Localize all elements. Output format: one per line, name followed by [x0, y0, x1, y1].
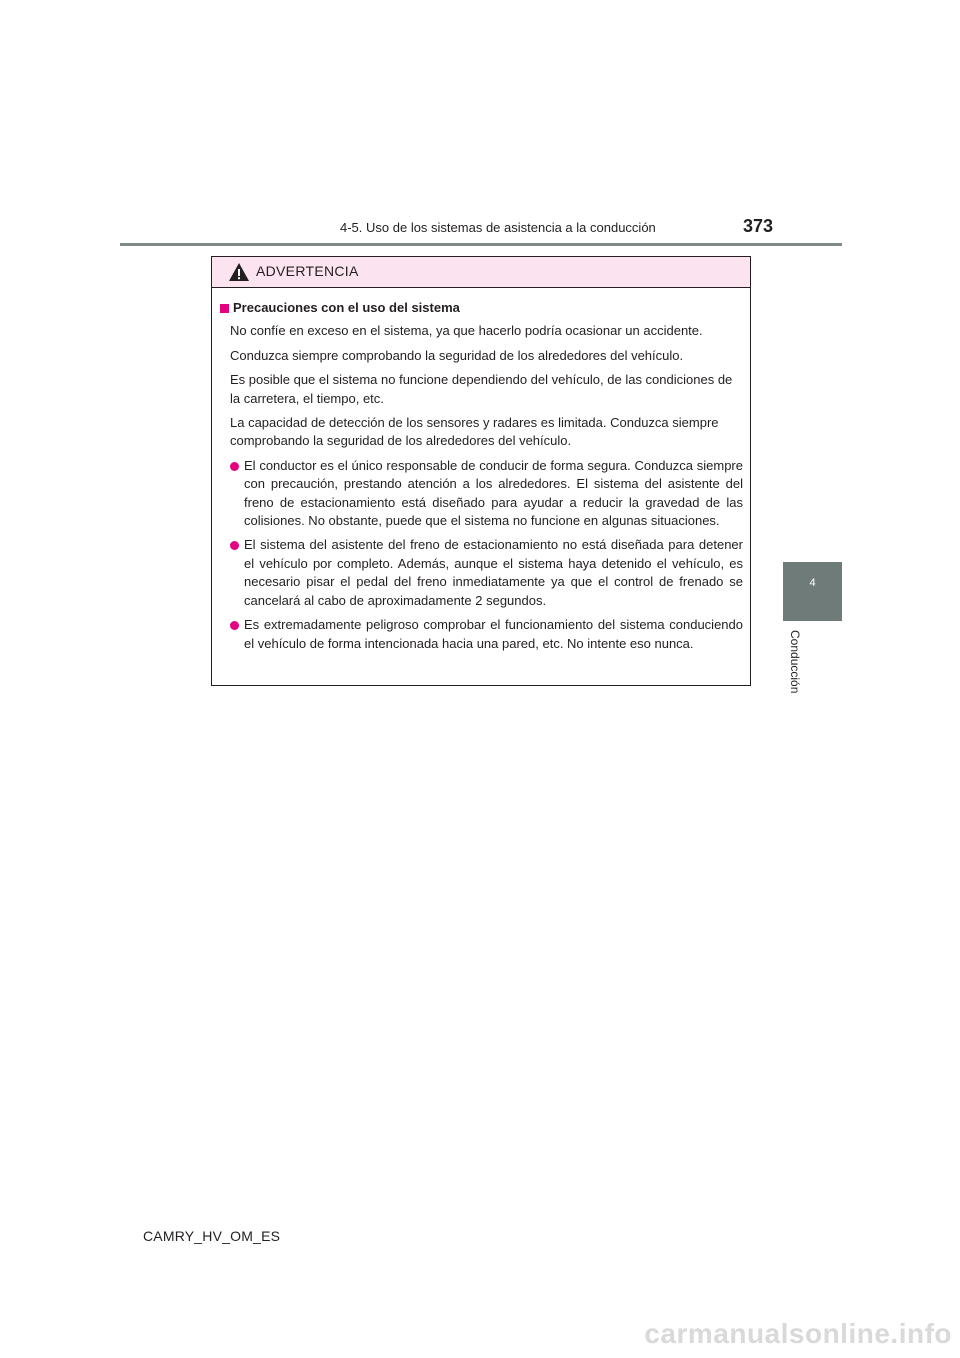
- warning-bullet-item: [220, 457, 743, 531]
- circle-bullet-icon: [230, 462, 239, 471]
- circle-bullet-icon: [230, 541, 239, 550]
- document-code: CAMRY_HV_OM_ES: [143, 1228, 281, 1244]
- warning-paragraph: Es posible que el sistema no funcione dependiendo del vehículo, de las condiciones de la carretera, el tiempo, etc.: [230, 372, 733, 406]
- chapter-number: 4: [809, 577, 816, 589]
- warning-title: ADVERTENCIA: [256, 263, 359, 279]
- section-heading-text: Precauciones con el uso del sistema: [233, 300, 460, 315]
- watermark: carmanualsonline.info: [644, 1318, 952, 1349]
- bullet-text: El sistema del asistente del freno de estacionamiento no está diseñada para detener el vehículo por completo. Además, aunque el sistema haya detenido el vehículo, es necesario pisar el pedal del freno inmediatamente ya que el control de frenado se cancelará al cabo de aproximadamente 2 segundos.: [244, 537, 743, 608]
- section-title: 4-5. Uso de los sistemas de asistencia a la conducción: [340, 220, 656, 235]
- header-divider: [120, 243, 842, 246]
- warning-header: [212, 257, 750, 288]
- warning-body: [212, 288, 750, 685]
- warning-box: [211, 256, 751, 686]
- circle-bullet-icon: [230, 621, 239, 630]
- warning-triangle-icon: [228, 262, 250, 282]
- warning-paragraph: La capacidad de detección de los sensores y radares es limitada. Conduzca siempre comprobando la seguridad de los alrededores del vehículo.: [230, 415, 719, 449]
- warning-bullet-item: [220, 536, 743, 610]
- warning-paragraph: No confíe en exceso en el sistema, ya que hacerlo podría ocasionar un accidente.: [230, 323, 703, 339]
- page-number: 373: [743, 216, 774, 236]
- bullet-text: El conductor es el único responsable de conducir de forma segura. Conduzca siempre con precaución, prestando atención a los alrededores. El sistema del asistente del freno de estacionamiento está diseñado para ayudar a reducir la gravedad de las colisiones. No obstante, puede que el sistema no funcione en algunas situaciones.: [244, 457, 743, 529]
- bullet-text: Es extremadamente peligroso comprobar el funcionamiento del sistema conduciendo el vehículo de forma intencionada hacia una pared, etc. No intente eso nunca.: [244, 617, 743, 651]
- warning-paragraph: Conduzca siempre comprobando la seguridad de los alrededores del vehículo.: [230, 347, 684, 363]
- square-bullet-icon: [220, 304, 229, 313]
- warning-bullet-item: [220, 616, 743, 653]
- chapter-tab: [783, 562, 842, 621]
- section-heading: [220, 299, 743, 317]
- chapter-label: Conducción: [788, 630, 802, 694]
